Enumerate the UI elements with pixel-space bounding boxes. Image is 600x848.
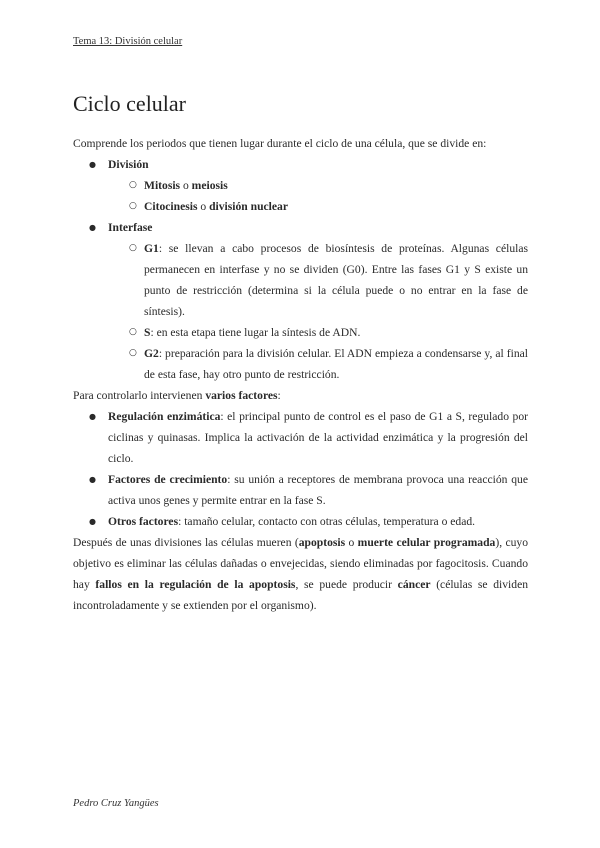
list-item-factor	[73, 469, 528, 511]
interfase-label: Interfase	[108, 221, 153, 234]
division-nuclear-term: división nuclear	[209, 200, 288, 213]
list-item-s	[108, 322, 528, 343]
g1-text: : se llevan a cabo procesos de biosíntesis de proteínas. Algunas células permanecen en interfase y no se dividen (G0). Entre las fases G1 y S existe un punto de restricción (determina si la célula puede o no entrar en la fase de síntesis).	[144, 242, 528, 318]
control-pre: Para controlarlo intervienen	[73, 389, 206, 402]
factor-text: : su unión a receptores de membrana provoca una reacción que activa unos genes y permite entrar en la fase S.	[108, 473, 528, 507]
list-item-factor	[73, 406, 528, 469]
muerte-celular-term: muerte celular programada	[357, 536, 496, 549]
fallos-apoptosis-term: fallos en la regulación de la apoptosis	[95, 578, 296, 591]
phase-list	[73, 154, 528, 385]
document-body	[73, 133, 528, 616]
page-footer-author: Pedro Cruz Yangües	[73, 798, 159, 809]
closing-text: ), cuyo objetivo es eliminar las células dañadas o envejecidas, siendo eliminadas por fagocitosis. Cuando hay	[73, 536, 529, 591]
control-paragraph	[73, 385, 528, 406]
g2-label: G2	[144, 347, 159, 360]
closing-text: , se puede producir	[295, 578, 398, 591]
factor-text: : el principal punto de control es el paso de G1 a S, regulado por ciclinas y quinasas. Implica la activación de la actividad enzimática y la progresión del ciclo.	[108, 410, 528, 465]
closing-paragraph	[73, 532, 528, 616]
list-item-mitosis	[108, 175, 528, 196]
division-label: División	[108, 158, 149, 171]
g2-text: : preparación para la división celular. El ADN empieza a condensarse y, al final de esta fase, hay otro punto de restricción.	[144, 347, 528, 381]
division-sublist	[108, 175, 528, 217]
factor-list	[73, 406, 528, 532]
citocinesis-term: Citocinesis	[144, 200, 198, 213]
factor-label: Regulación enzimática	[108, 410, 221, 423]
intro-paragraph: Comprende los periodos que tienen lugar durante el ciclo de una célula, que se divide en:	[73, 137, 487, 150]
closing-text: Después de unas divisiones las células mueren (	[73, 536, 299, 549]
list-item-g2	[108, 343, 528, 385]
mitosis-term: Mitosis	[144, 179, 181, 192]
page-header: Tema 13: División celular	[73, 36, 183, 47]
closing-text: o	[345, 536, 358, 549]
connector: o	[197, 200, 210, 213]
cancer-term: cáncer	[397, 578, 431, 591]
list-item-factor	[73, 511, 528, 532]
meiosis-term: meiosis	[191, 179, 228, 192]
list-item-g1	[108, 238, 528, 322]
s-text: : en esta etapa tiene lugar la síntesis de ADN.	[150, 326, 361, 339]
g1-label: G1	[144, 242, 159, 255]
s-label: S	[144, 326, 151, 339]
factor-label: Otros factores	[108, 515, 179, 528]
page-title: Ciclo celular	[73, 91, 187, 116]
interfase-sublist	[108, 238, 528, 385]
connector: o	[180, 179, 192, 192]
factor-label: Factores de crecimiento	[108, 473, 228, 486]
list-item-division	[73, 154, 528, 217]
list-item-interfase	[73, 217, 528, 385]
apoptosis-term: apoptosis	[298, 536, 346, 549]
closing-text: (células se dividen incontroladamente y se extienden por el organismo).	[73, 578, 529, 612]
control-bold: varios factores	[205, 389, 278, 402]
list-item-citocinesis	[108, 196, 528, 217]
control-post: :	[277, 389, 281, 402]
factor-text: : tamaño celular, contacto con otras células, temperatura o edad.	[178, 515, 476, 528]
